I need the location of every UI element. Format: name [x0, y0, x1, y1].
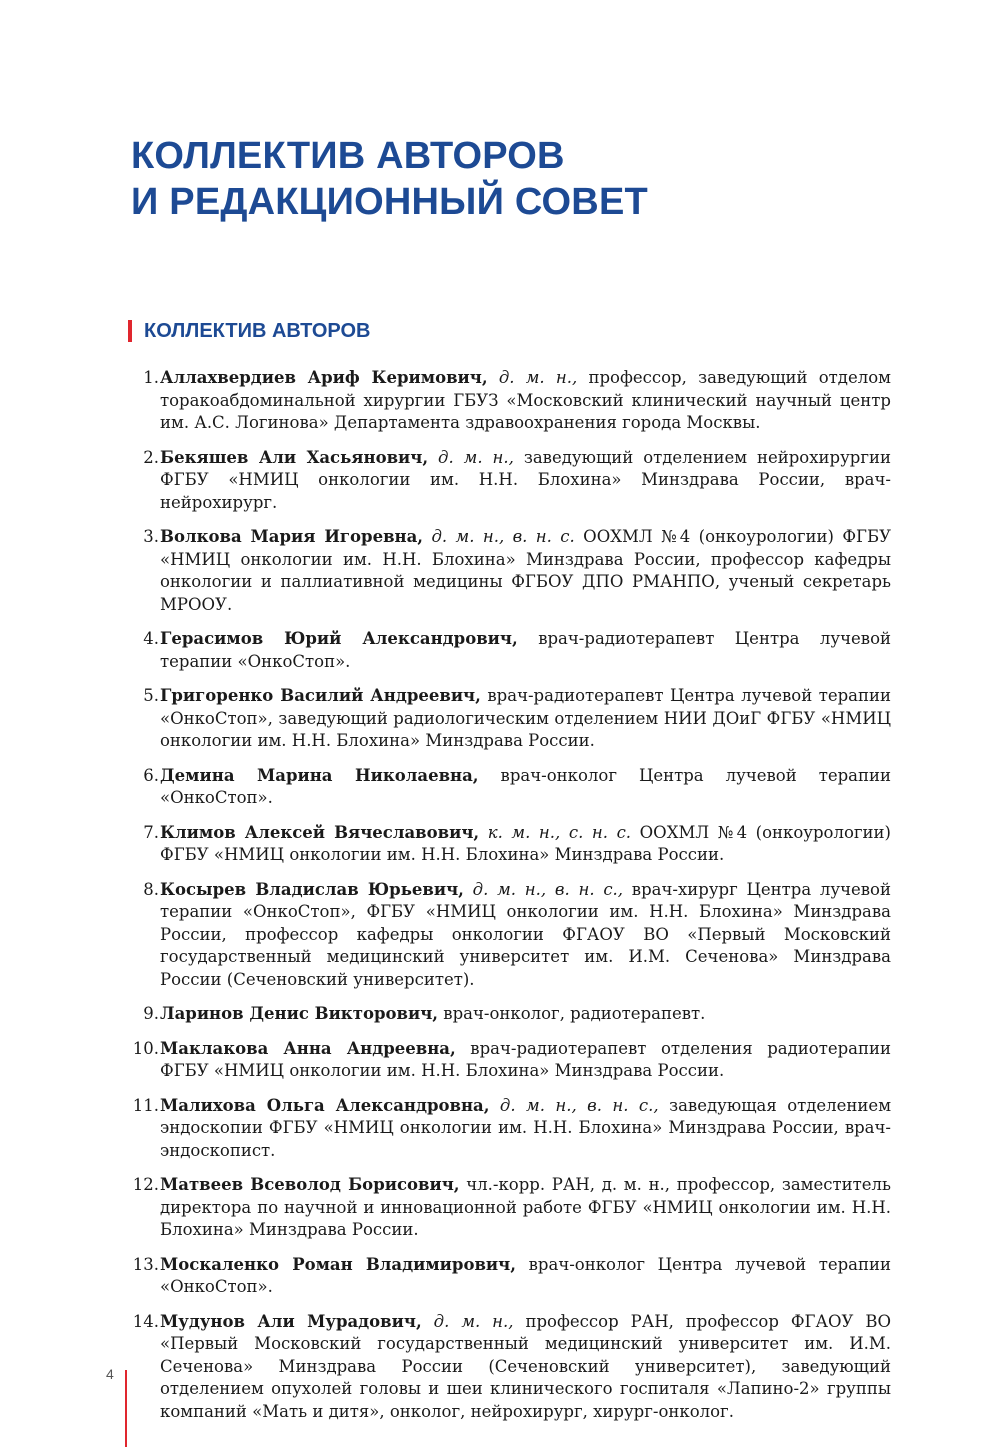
author-description: чл.-корр. РАН, д. м. н., профессор, заместитель директора по научной и инновационной работе ФГБУ «НМИЦ онкологии им. Н.Н. Блохина» Минздрава России. — [160, 1175, 891, 1239]
author-description: профессор РАН, профессор ФГАОУ ВО «Первый Московский государственный медицинский университет им. И.М. Сеченова» Минздрава России (Сеченовский университет), заведующий отделением опухолей головы и шеи клинического госпиталя «Лапино-2» группы компаний «Мать и дитя», онколог, нейрохирург, хирург-онколог. — [160, 1311, 892, 1421]
author-degree: д. м. н., — [498, 368, 578, 387]
author-degree: д. м. н., — [433, 1311, 514, 1331]
list-item — [120, 1254, 891, 1299]
page-title-line-2: И РЕДАКЦИОННЫЙ СОВЕТ — [131, 181, 648, 223]
list-item — [120, 628, 891, 673]
author-description: заведующая отделением эндоскопии ФГБУ «НМИЦ онкологии им. Н.Н. Блохина» Минздрава России, врач-эндоскопист. — [160, 1095, 892, 1160]
list-item — [120, 685, 891, 753]
author-name: Косырев Владислав Юрьевич, — [160, 879, 464, 899]
item-number: 4. — [143, 629, 159, 648]
author-description: ООХМЛ №4 (онкоурологии) ФГБУ «НМИЦ онкологии им. Н.Н. Блохина» Минздрава России, профессор кафедры онкологии и паллиативной медицины ФГБОУ ДПО РМАНПО, ученый секретарь МРООУ. — [160, 527, 891, 614]
item-number: 10. — [132, 1038, 159, 1058]
author-description: врач-онколог Центра лучевой терапии «ОнкоСтоп». — [160, 1254, 891, 1296]
author-name: Маклакова Анна Андреевна, — [160, 1038, 456, 1058]
item-number: 6. — [143, 765, 159, 785]
author-description: врач-онколог, радиотерапевт. — [443, 1004, 706, 1023]
author-description: врач-хирург Центра лучевой терапии «ОнкоСтоп», ФГБУ «НМИЦ онкологии им. Н.Н. Блохина» Минздрава России, профессор кафедры онкологии ФГАОУ ВО «Первый Московский государственный медицинский университет им. И.М. Сеченова» Минздрава России (Сеченовский университет). — [160, 879, 891, 989]
list-item — [120, 526, 891, 616]
item-number: 7. — [143, 822, 159, 842]
section-heading: КОЛЛЕКТИВ АВТОРОВ — [128, 320, 370, 342]
author-description: врач-радиотерапевт отделения радиотерапии ФГБУ «НМИЦ онкологии им. Н.Н. Блохина» Минздрава России. — [160, 1038, 891, 1080]
list-item — [120, 1003, 891, 1026]
author-name: Аллахвердиев Ариф Керимович, — [160, 368, 488, 387]
author-description: профессор, заведующий отделом торакоабдоминальной хирургии ГБУЗ «Московский клинический научный центр им. А.С. Логинова» Департамента здравоохранения города Москвы. — [160, 368, 891, 432]
author-description: ООХМЛ №4 (онкоурологии) ФГБУ «НМИЦ онкологии им. Н.Н. Блохина» Минздрава России. — [160, 822, 891, 864]
author-name: Матвеев Всеволод Борисович, — [160, 1175, 460, 1194]
author-name: Бекяшев Али Хасьянович, — [160, 447, 429, 467]
author-degree: д. м. н., в. н. с., — [499, 1095, 659, 1115]
author-degree: к. м. н., с. н. с. — [487, 822, 632, 842]
item-number: 5. — [143, 686, 159, 705]
author-name: Демина Марина Николаевна, — [160, 765, 479, 785]
item-number: 1. — [143, 368, 159, 387]
item-number: 14. — [132, 1311, 159, 1331]
footer-accent-line — [125, 1370, 127, 1447]
author-degree: д. м. н., в. н. с., — [472, 879, 624, 899]
author-description: врач-онколог Центра лучевой терапии «ОнкоСтоп». — [160, 765, 891, 807]
list-item — [120, 822, 891, 867]
item-number: 8. — [143, 879, 159, 899]
item-number: 11. — [132, 1095, 159, 1115]
author-name: Ларинов Денис Викторович, — [160, 1004, 439, 1023]
list-item — [120, 765, 891, 810]
page-title — [131, 133, 891, 225]
item-number: 9. — [143, 1004, 159, 1023]
list-item — [120, 1174, 891, 1242]
list-item — [120, 447, 891, 515]
list-item — [120, 879, 891, 992]
author-name: Малихова Ольга Александровна, — [160, 1095, 490, 1115]
author-name: Москаленко Роман Владимирович, — [160, 1254, 516, 1274]
list-item — [120, 1038, 891, 1083]
list-item — [120, 1095, 891, 1163]
author-name: Григоренко Василий Андреевич, — [160, 686, 481, 705]
author-name: Волкова Мария Игоревна, — [160, 527, 424, 546]
item-number: 13. — [132, 1254, 159, 1274]
author-degree: д. м. н., в. н. с. — [431, 527, 575, 546]
item-number: 3. — [143, 527, 159, 546]
page-title-line-1: КОЛЛЕКТИВ АВТОРОВ — [131, 135, 565, 177]
item-number: 2. — [143, 447, 159, 467]
author-description: врач-радиотерапевт Центра лучевой терапии «ОнкоСтоп». — [160, 629, 892, 671]
author-description: заведующий отделением нейрохирургии ФГБУ «НМИЦ онкологии им. Н.Н. Блохина» Минздрава России, врач-нейрохирург. — [160, 447, 891, 512]
author-name: Мудунов Али Мурадович, — [160, 1311, 422, 1331]
item-number: 12. — [132, 1175, 159, 1194]
list-item — [120, 367, 891, 435]
author-name: Климов Алексей Вячеславович, — [160, 822, 480, 842]
author-degree: д. м. н., — [438, 447, 514, 467]
page-number: 4 — [106, 1366, 114, 1382]
author-description: врач-радиотерапевт Центра лучевой терапии «ОнкоСтоп», заведующий радиологическим отделением НИИ ДОиГ ФГБУ «НМИЦ онкологии им. Н.Н. Блохина» Минздрава России. — [160, 686, 891, 750]
author-name: Герасимов Юрий Александрович, — [160, 629, 518, 648]
author-list — [120, 367, 891, 1435]
list-item — [120, 1311, 891, 1424]
